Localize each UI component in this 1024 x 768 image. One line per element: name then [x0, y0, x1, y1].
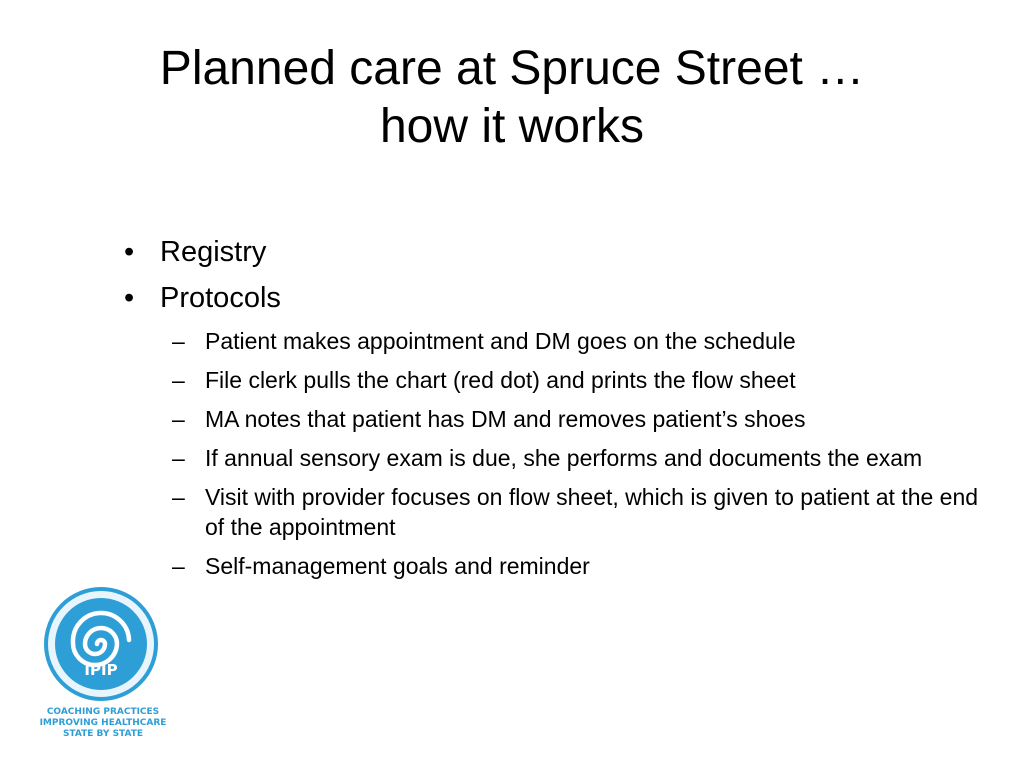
logo-tagline-line-1: COACHING PRACTICES [46, 707, 160, 717]
dash-icon: – [172, 445, 185, 471]
dash-icon: – [172, 328, 185, 354]
sub-list-item [120, 551, 990, 581]
dash-icon: – [172, 553, 185, 579]
sub-list-item [120, 404, 990, 434]
spiral-icon [28, 585, 178, 705]
logo-name: IPIP [84, 661, 118, 679]
logo-tagline [28, 707, 178, 740]
sub-item-text: Patient makes appointment and DM goes on the schedule [205, 328, 796, 354]
bullet-icon: • [124, 236, 135, 268]
sub-list-item [120, 482, 990, 542]
bullet-list [120, 234, 990, 590]
sub-item-text: File clerk pulls the chart (red dot) and prints the flow sheet [205, 367, 796, 393]
sub-item-text: If annual sensory exam is due, she performs and documents the exam [205, 445, 923, 471]
list-item-text: Protocols [160, 282, 281, 314]
sub-item-text: Self-management goals and reminder [205, 553, 590, 579]
title-line-2: how it works [379, 100, 645, 153]
slide-title [60, 40, 964, 156]
logo-tagline-line-3: STATE BY STATE [62, 729, 144, 739]
title-line-1: Planned care at Spruce Street … [159, 42, 865, 95]
list-item [120, 234, 990, 270]
sub-list-item [120, 326, 990, 356]
list-item [120, 280, 990, 316]
bullet-icon: • [124, 282, 135, 314]
sub-item-text: MA notes that patient has DM and removes patient’s shoes [205, 406, 806, 432]
dash-icon: – [172, 406, 185, 432]
dash-icon: – [172, 484, 185, 510]
sub-list-item [120, 443, 990, 473]
list-item-text: Registry [160, 236, 267, 268]
sub-list [120, 326, 990, 581]
sub-list-item [120, 365, 990, 395]
logo-tagline-line-2: IMPROVING HEALTHCARE [39, 718, 167, 728]
ipip-logo [28, 585, 178, 745]
dash-icon: – [172, 367, 185, 393]
sub-item-text: Visit with provider focuses on flow sheet, which is given to patient at the end of the appointment [205, 484, 979, 540]
